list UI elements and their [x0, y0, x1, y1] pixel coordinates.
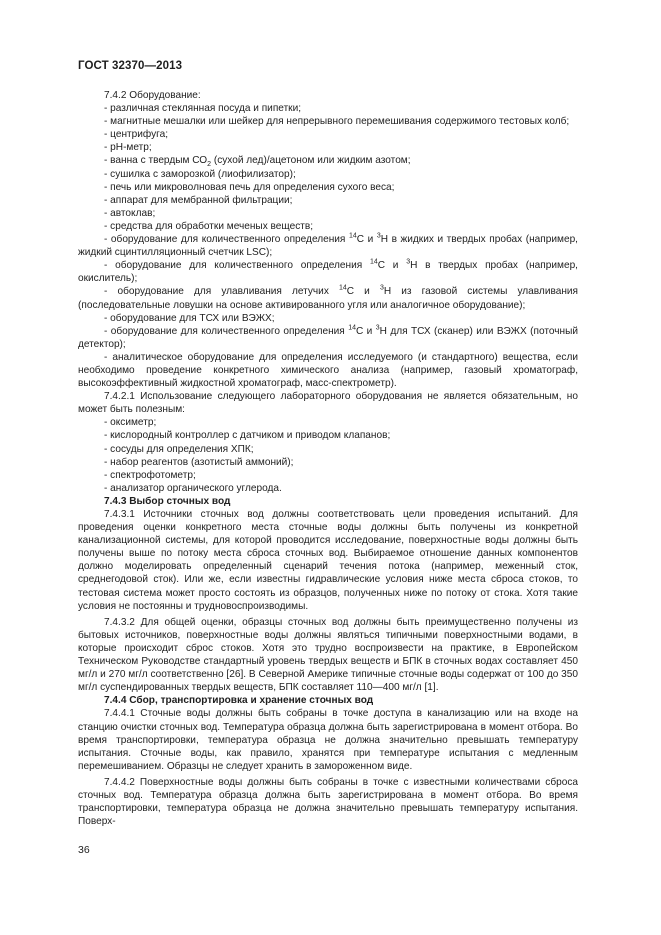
- superscript: 3: [379, 285, 384, 293]
- text-run: С и: [346, 286, 380, 298]
- text-run: С и: [377, 260, 407, 272]
- text-run: Н в твердых пробах (например, окислитель);: [78, 260, 578, 285]
- superscript: 14: [369, 258, 378, 266]
- text-run: - оборудование для количественного определения: [104, 325, 349, 337]
- text-run: (сухой лед)/ацетоном или жидким азотом;: [211, 155, 411, 167]
- text-run: Н из газовой системы улавливания (последовательные ловушки на основе активированного угля или аналогичное оборудование);: [78, 286, 578, 311]
- text-run: Н в жидких и твердых пробах (например, жидкий сцинтилляционный счетчик LSC);: [78, 234, 578, 259]
- list-item: - оборудование для ТСХ или ВЭЖХ;: [104, 312, 275, 324]
- list-item: - набор реагентов (азотистый аммоний);: [104, 456, 294, 468]
- paragraph: 7.4.3.1 Источники сточных вод должны соответствовать цели проведения испытаний. Для проведения оценки конкретного места сточные воды должны быть получены из конкретной канализационной системы, для которой проводится исследование, поверхностные воды должны быть получены выше по потоку места сброса сточных вод. Выбираемое отношение данных компонентов должно моделировать определенный сценарий течения потока (например, меженный сток, среднегодовой сток). Или же, если известны гидравлические условия ниже места сброса стоков, то тестовая система может просто состоять из образцов, полученных ниже по потоку от стока. Хотя такие условия не постоянны и трудновоспроизводимы.: [78, 509, 578, 612]
- list-item: - анализатор органического углерода.: [104, 482, 282, 494]
- superscript: 14: [338, 285, 347, 293]
- list-item: - печь или микроволновая печь для определения сухого веса;: [104, 181, 395, 193]
- list-item: - оксиметр;: [104, 417, 157, 429]
- text-run: С и: [356, 234, 377, 246]
- list-item: [78, 259, 578, 285]
- list-item: - магнитные мешалки или шейкер для непрерывного перемешивания содержимого тестовых колб;: [104, 116, 570, 128]
- page-number: 36: [78, 844, 90, 856]
- list-item: - сушилка с заморозкой (лиофилизатор);: [104, 168, 296, 180]
- list-item: [78, 233, 578, 259]
- section-heading: 7.4.3 Выбор сточных вод: [104, 495, 231, 507]
- list-item: - центрифуга;: [104, 129, 169, 141]
- subscript: 2: [207, 161, 212, 169]
- text-run: Н для ТСХ (сканер) или ВЭЖХ (поточный детектор);: [78, 325, 578, 350]
- text-run: С и: [355, 325, 376, 337]
- section-heading: 7.4.4 Сбор, транспортировка и хранение сточных вод: [104, 695, 374, 707]
- list-item: - различная стеклянная посуда и пипетки;: [104, 103, 302, 115]
- paragraph: 7.4.2.1 Использование следующего лабораторного оборудования не является обязательным, но может быть полезным:: [78, 391, 578, 416]
- paragraph: 7.4.4.1 Сточные воды должны быть собраны в точке доступа в канализацию или на входе на станцию очистки сточных вод. Температура образца должна быть зарегистрирована в момент отбора. Во время транспортировки, температура образца не должна значительно превышать температуру испытания. Сточные воды, как правило, хранятся при температуре испытания с медленным перемешиванием. Образцы не следует хранить в замороженном виде.: [78, 708, 578, 772]
- text-run: - оборудование для количественного определения: [104, 234, 349, 246]
- list-item: - автоклав;: [104, 207, 156, 219]
- section-title: 7.4.2 Оборудование:: [104, 90, 201, 101]
- paragraph: 7.4.4.2 Поверхностные воды должны быть собраны в точке с известными количествами сброса сточных вод. Температура образца должна быть зарегистрирована в момент отбора. Во время транспортировки, температура образца не должна значительно превышать температуру испытания. Поверх-: [78, 776, 578, 828]
- superscript: 14: [348, 324, 356, 332]
- document-header: ГОСТ 32370—2013: [78, 60, 183, 72]
- list-item: - кислородный контроллер с датчиком и приводом клапанов;: [104, 430, 391, 442]
- paragraph: 7.4.3.2 Для общей оценки, образцы сточных вод должны быть преимущественно получены из бытовых источников, поверхностные воды должны являться типичными поверхностными водами, в которые происходит сброс стоков. Хотя это трудно воспроизвести на практике, в Европейском Техническом Руководстве стандартный уровень твердых веществ и БПК в сточных водах составляет 450 мг/л и 270 мг/л соответственно [26]. В Северной Америке типичные сточные воды содержат от 100 до 350 мг/л суспендированных твердых веществ, БПК составляет 110—400 мг/л [1].: [78, 616, 578, 694]
- superscript: 14: [348, 232, 357, 240]
- list-item: [78, 285, 578, 311]
- text-run: - оборудование для количественного определения: [104, 260, 370, 272]
- list-item: - рН-метр;: [104, 142, 152, 154]
- superscript: 3: [376, 232, 381, 240]
- list-item: - аппарат для мембранной фильтрации;: [104, 194, 293, 206]
- page-body: [78, 89, 578, 828]
- text-run: - оборудование для улавливания летучих: [104, 286, 339, 298]
- list-item: - аналитическое оборудование для определения исследуемого (и стандартного) вещества, если необходимо проведение конкретного химического анализа (например, газовый хроматограф, высокоэффективный жидкостной хроматограф, масс-спектрометр).: [78, 351, 578, 390]
- text-run: - ванна с твердым СО: [104, 155, 208, 167]
- list-item: - спектрофотометр;: [104, 469, 196, 481]
- superscript: 3: [406, 258, 411, 266]
- list-item: - сосуды для определения ХПК;: [104, 443, 254, 455]
- superscript: 3: [375, 324, 380, 332]
- list-item: [78, 325, 578, 351]
- list-item: [78, 154, 578, 167]
- list-item: - средства для обработки меченых веществ;: [104, 220, 314, 232]
